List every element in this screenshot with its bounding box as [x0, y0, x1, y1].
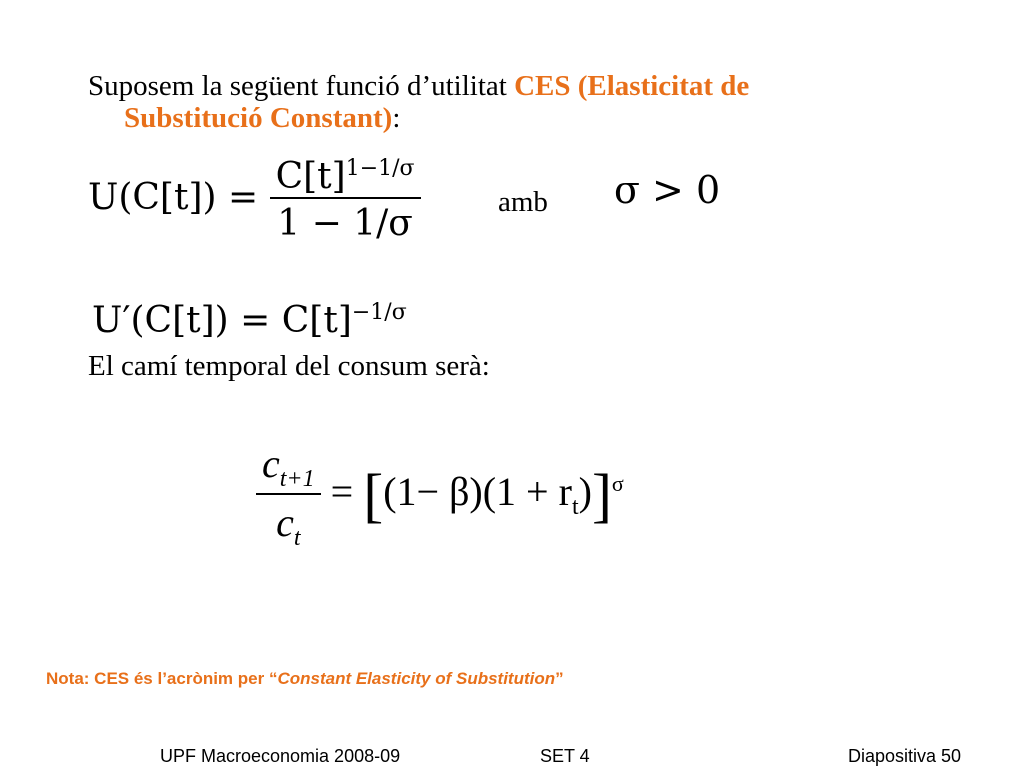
path-rhs-sub: t — [571, 494, 579, 521]
sigma-condition: σ > 0 — [614, 168, 721, 212]
amb-label: amb — [498, 186, 548, 218]
path-fraction — [256, 440, 321, 552]
path-rhs-close: ) — [578, 469, 592, 515]
note-suffix: ” — [555, 669, 564, 688]
path-exp: σ — [611, 470, 624, 496]
marginal-exp: −1/σ — [351, 300, 407, 325]
intro-prefix: Suposem la següent funció d’utilitat — [88, 70, 515, 102]
utility-fraction — [270, 156, 421, 244]
note-prefix: Nota: CES és l’acrònim per “ — [46, 669, 278, 688]
footer-slide-number: Diapositiva 50 — [848, 746, 962, 766]
note — [46, 669, 564, 689]
intro-suffix: : — [392, 102, 401, 134]
marginal-utility-equation — [92, 300, 407, 341]
utility-lhs: U(C[t]) = — [88, 177, 259, 218]
note-term: Constant Elasticity of Substitution — [277, 669, 556, 688]
right-bracket: ] — [591, 462, 612, 529]
path-den: c — [276, 500, 294, 545]
path-den-sub: t — [293, 525, 301, 551]
consumption-path-text: El camí temporal del consum serà: — [88, 350, 490, 382]
left-bracket: [ — [363, 462, 384, 529]
marginal-lhs: U′(C[t]) = C[t] — [92, 300, 352, 341]
path-num: c — [262, 441, 280, 486]
intro-text — [88, 70, 908, 134]
intro-highlight-2: Substitució Constant) — [124, 102, 393, 134]
utility-numerator-exp: 1−1/σ — [345, 156, 415, 181]
utility-equation — [88, 156, 421, 244]
path-num-sub: t+1 — [279, 466, 315, 492]
consumption-path-equation: $\frac{c_{t+1}}{c_t}$ = $[(1- \beta)(1 + r_t)]^\sigma$ — [256, 440, 624, 552]
path-rhs: (1− β)(1 + r — [383, 469, 572, 515]
utility-denominator: 1 − 1/σ — [270, 197, 421, 244]
intro-highlight-1: CES (Elasticitat de — [514, 70, 750, 102]
utility-numerator: C[t] — [275, 156, 346, 197]
footer-set: SET 4 — [540, 746, 590, 766]
footer-course: UPF Macroeconomia 2008-09 — [160, 746, 401, 766]
